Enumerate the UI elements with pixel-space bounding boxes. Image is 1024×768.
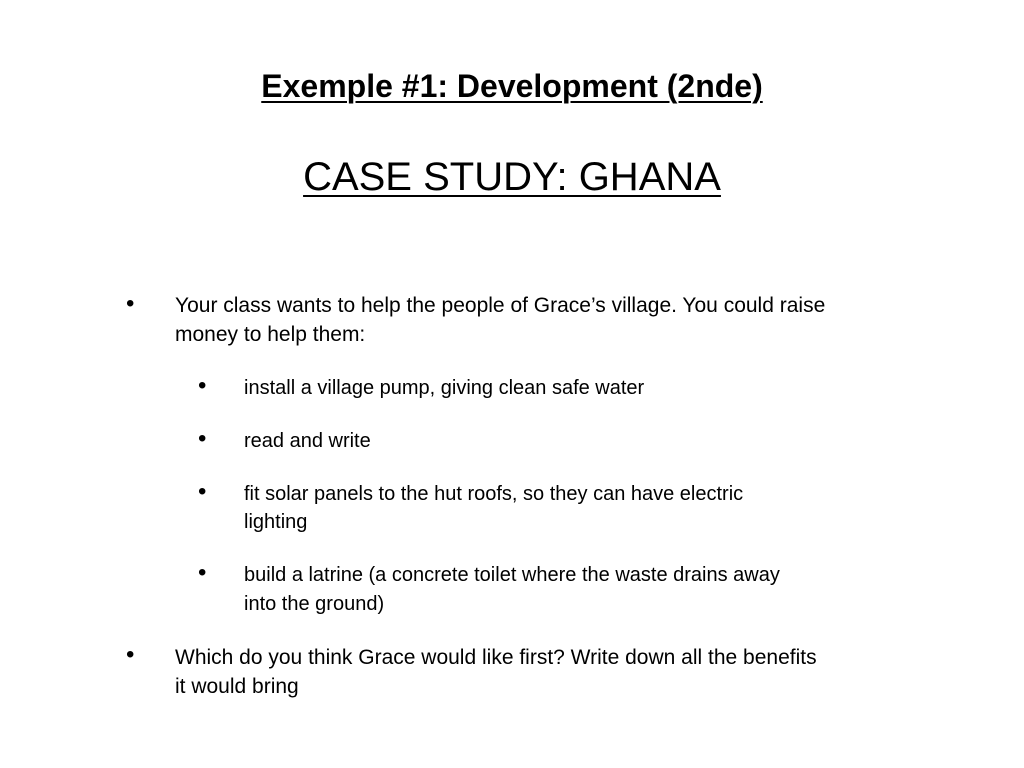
- sub-bullet-icon: •: [198, 478, 207, 505]
- bullet-icon: •: [126, 290, 135, 317]
- bullet-icon: •: [126, 641, 135, 668]
- subpoint-4-line-1: build a latrine (a concrete toilet where the waste drains away: [244, 564, 780, 586]
- sub-bullet-icon: •: [198, 372, 207, 399]
- sub-bullet-icon: •: [198, 559, 207, 586]
- subpoint-2-line-1: read and write: [244, 430, 371, 452]
- subpoint-4-line-2: into the ground): [244, 593, 385, 615]
- subpoint-3-line-2: lighting: [244, 511, 308, 533]
- point-1-line-2: money to help them:: [175, 323, 366, 346]
- sub-bullet-icon: •: [198, 425, 207, 452]
- point-2-line-2: it would bring: [175, 675, 299, 698]
- point-1-line-1: Your class wants to help the people of Grace’s village. You could raise: [175, 294, 826, 317]
- point-2-line-1: Which do you think Grace would like first? Write down all the benefits: [175, 646, 817, 669]
- slide-title: Exemple #1: Development (2nde): [261, 68, 763, 104]
- subpoint-1-line-1: install a village pump, giving clean safe water: [244, 377, 645, 399]
- subpoint-3-line-1: fit solar panels to the hut roofs, so they can have electric: [244, 483, 744, 505]
- slide-subtitle: CASE STUDY: GHANA: [303, 155, 721, 199]
